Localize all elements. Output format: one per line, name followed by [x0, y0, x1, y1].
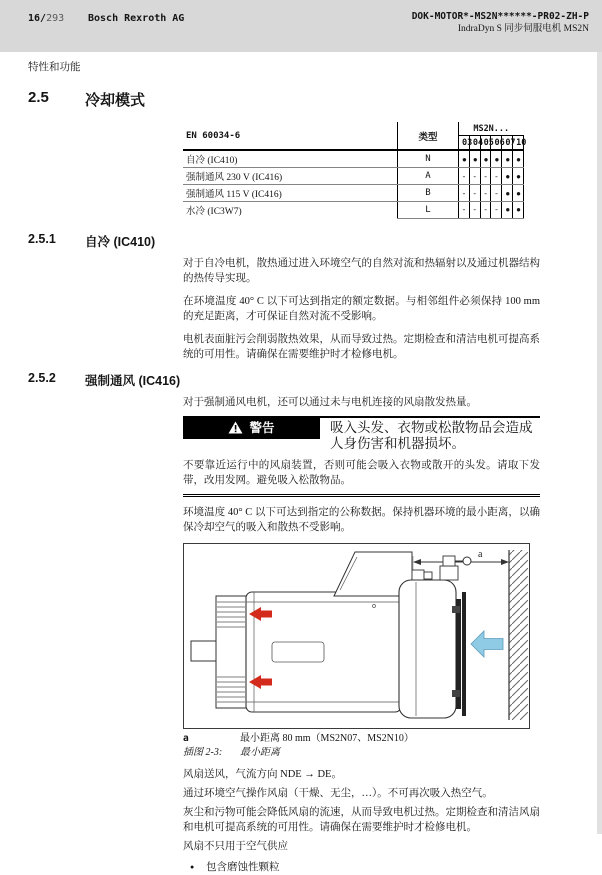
company-name: Bosch Rexroth AG: [88, 13, 185, 24]
cooling-mode-name: 自冷 (IC410): [183, 150, 398, 168]
paragraph: 环境温度 40° C 以下可达到指定的公称数据。保持机器环境的最小距离，以确保冷却空气的吸入和散热不受影响。: [183, 506, 540, 533]
motor-shaft: [191, 641, 216, 661]
list-item: [190, 860, 540, 875]
availability-cell: -: [480, 202, 491, 219]
legend-value: 最小距离 80 mm（MS2N07、MS2N10）: [240, 732, 414, 744]
cooling-mode-type: L: [398, 202, 459, 219]
availability-cell: ●: [502, 168, 513, 185]
paragraph: 电机表面脏污会削弱散热效果，从而导致过热。定期检查和清洁电机可提高系统的可用性。请确保在需要维护时才检修电机。: [183, 333, 540, 360]
caption-label: 插图 2-3:: [183, 746, 223, 758]
availability-cell: ●: [502, 150, 513, 168]
mount-bolt-top: [452, 606, 460, 613]
size-header-05: 05: [480, 136, 491, 151]
availability-cell: ●: [513, 185, 524, 202]
caption-text: 最小距离: [240, 746, 280, 758]
paragraph: 通过环境空气操作风扇（干燥、无尘，…）。不可再次吸入热空气。: [183, 787, 493, 799]
dimension-arrow-right: [501, 559, 509, 565]
availability-cell: -: [480, 185, 491, 202]
size-header-10: 10: [513, 136, 524, 151]
cooling-mode-type: A: [398, 168, 459, 185]
paragraph: 对于自冷电机，散热通过进入环境空气的自然对流和热辐射以及通过机器结构的热传导实现。: [183, 257, 540, 284]
section-heading-cooling-modes: [28, 89, 602, 110]
table-header-row: [183, 122, 524, 136]
section-title: 强制通风 (IC416): [85, 373, 181, 388]
size-header-06: 06: [491, 136, 502, 151]
rear-connector-base: [440, 566, 458, 580]
availability-cell: -: [469, 168, 480, 185]
section-title: 自冷 (IC410): [85, 234, 156, 249]
terminal-connector: [412, 570, 424, 581]
wall-hatch: [509, 550, 528, 720]
figure-legend: [183, 733, 602, 745]
availability-cell: -: [459, 168, 470, 185]
size-header-03: 03: [459, 136, 470, 151]
size-header-04: 04: [469, 136, 480, 151]
bullet-icon: ●: [190, 862, 195, 871]
motor-diagram: [184, 544, 529, 728]
page-edge-strip: [597, 52, 602, 834]
availability-cell: ●: [502, 185, 513, 202]
table-row: [183, 202, 524, 219]
document-code: DOK-MOTOR*-MS2N******-PR02-ZH-P: [411, 11, 589, 22]
availability-cell: -: [491, 185, 502, 202]
cooling-modes-table: [183, 122, 527, 219]
cooling-mode-name: 水冷 (IC3W7): [186, 207, 242, 217]
terminal-connector-small: [424, 572, 432, 579]
availability-cell: -: [459, 185, 470, 202]
availability-cell: ●: [459, 150, 470, 168]
chapter-label: 特性和功能: [28, 62, 81, 73]
paragraph: 对于强制通风电机，还可以通过未与电机连接的风扇散发热量。: [183, 396, 477, 408]
cooling-mode-name: 强制通风 115 V (IC416): [183, 185, 398, 202]
mount-bolt-bottom: [452, 690, 460, 697]
availability-cell: ●: [513, 150, 524, 168]
paragraph: 风扇送风，气流方向 NDE → DE。: [183, 768, 342, 780]
bullet-text: 包含磨蚀性颗粒: [206, 861, 280, 873]
warning-icon: [228, 421, 243, 434]
dimension-arrow-left: [413, 559, 421, 565]
section-number: 2.5: [28, 89, 49, 106]
series-header-cell: MS2N...: [459, 122, 524, 136]
warning-header: [183, 416, 540, 452]
warning-headline: 吸入头发、衣物或松散物品会造成人身伤害和机器损坏。: [320, 416, 540, 452]
table-row: [183, 150, 524, 168]
availability-cell: -: [469, 185, 480, 202]
dimension-label: a: [478, 548, 483, 560]
warning-box: [183, 416, 540, 497]
standard-header-cell: EN 60034-6: [183, 122, 398, 150]
page-number: [28, 13, 64, 24]
figure-caption: [183, 747, 602, 759]
availability-cell: ●: [469, 150, 480, 168]
legend-key: a: [183, 732, 189, 744]
availability-cell: -: [459, 202, 470, 219]
availability-cell: ●: [491, 150, 502, 168]
availability-cell: ●: [480, 150, 491, 168]
availability-cell: ●: [502, 202, 513, 219]
table-row: [183, 185, 524, 202]
rear-connector-mid: [443, 556, 455, 566]
cooling-mode-type: N: [398, 150, 459, 168]
page-number-total: 293: [46, 13, 65, 24]
nameplate: [272, 642, 324, 662]
type-header-cell: 类型: [398, 122, 459, 150]
section-number: 2.5.2: [28, 370, 56, 385]
page-number-current: 16/: [28, 13, 47, 24]
section-title: 冷却模式: [85, 92, 146, 109]
air-intake-arrow: [471, 631, 503, 657]
table-row: [183, 168, 524, 185]
size-header-07: 07: [502, 136, 513, 151]
section-number: 2.5.1: [28, 231, 56, 246]
availability-cell: ●: [513, 202, 524, 219]
header-right-block: [412, 10, 589, 36]
availability-cell: -: [480, 168, 491, 185]
warning-body: 不要靠近运行中的风扇装置，否则可能会吸入衣物或散开的头发。请取下发带，改用发网。避免吸入松散物品。: [183, 459, 540, 486]
minimum-distance-figure: [183, 543, 530, 729]
availability-cell: ●: [513, 168, 524, 185]
mount-plate-bar-rear: [462, 592, 466, 716]
paragraph: 风扇不只用于空气供应: [183, 840, 288, 852]
section-heading-self-cooling: [28, 232, 602, 250]
availability-cell: -: [491, 202, 502, 219]
warning-signal-word: [183, 416, 320, 439]
paragraph: 灰尘和污物可能会降低风扇的流速，从而导致电机过热。定期检查和清洁风扇和电机可提高系统的可用性。请确保在需要维护时才检修电机。: [183, 806, 540, 833]
fan-housing: [399, 580, 456, 718]
motor-front-fins: [216, 596, 246, 708]
page-header: [0, 0, 602, 52]
warning-label-text: 警告: [249, 421, 275, 435]
availability-cell: -: [469, 202, 480, 219]
cooling-mode-name: 强制通风 230 V (IC416): [183, 168, 398, 185]
rear-connector-knob: [463, 557, 471, 565]
availability-cell: -: [491, 168, 502, 185]
cooling-mode-type: B: [398, 185, 459, 202]
paragraph: 在环境温度 40° C 以下可达到指定的额定数据。与相邻组件必须保持 100 mm 的充足距离，才可保证自然对流不受影响。: [183, 295, 540, 322]
section-heading-forced-cooling: [28, 371, 602, 389]
document-subtitle: IndraDyn S 同步伺服电机 MS2N: [457, 24, 589, 34]
